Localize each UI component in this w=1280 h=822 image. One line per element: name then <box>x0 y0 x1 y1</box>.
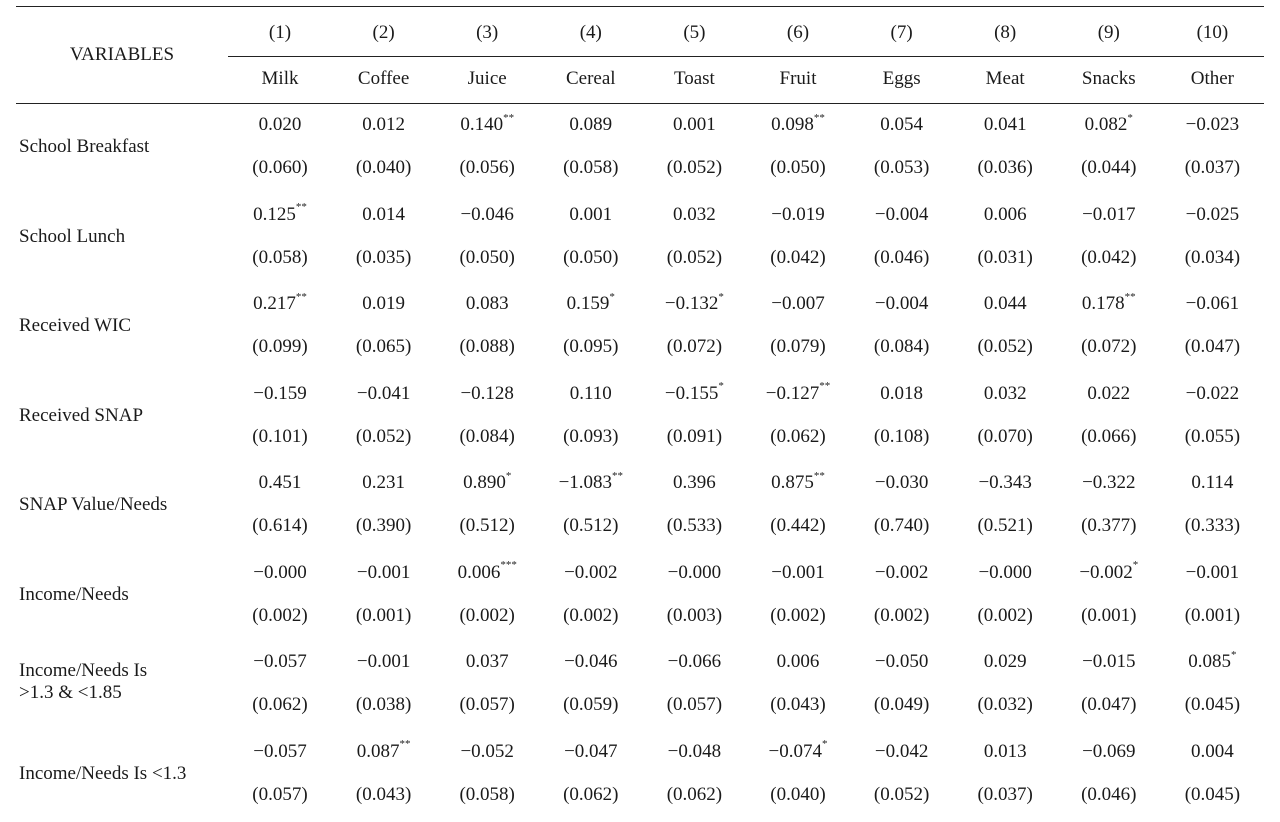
standard-error: (0.333) <box>1184 515 1241 536</box>
standard-error: (0.047) <box>1081 694 1137 715</box>
variable-label: School Breakfast <box>19 136 150 157</box>
coefficient: 0.875** <box>771 469 825 493</box>
coefficient: 0.004 <box>1191 740 1234 762</box>
coefficient: −0.057 <box>253 740 307 762</box>
standard-error: (0.056) <box>459 157 515 178</box>
coefficient: 0.018 <box>880 382 923 404</box>
significance-stars: ** <box>819 380 831 393</box>
standard-error: (0.057) <box>459 694 515 715</box>
column-name: Cereal <box>566 68 616 89</box>
significance-stars: * <box>1127 111 1133 124</box>
standard-error: (0.052) <box>666 157 723 178</box>
coefficient: −0.155* <box>664 380 724 404</box>
coefficient: 0.022 <box>1087 382 1131 404</box>
variable-label: Income/Needs Is >1.3 & <1.85 <box>19 660 148 703</box>
standard-error: (0.058) <box>459 783 515 805</box>
standard-error: (0.043) <box>770 694 826 715</box>
coefficient: 0.020 <box>258 114 302 135</box>
standard-error: (0.065) <box>355 336 412 357</box>
coefficient: −0.132* <box>664 290 724 314</box>
standard-error: (0.044) <box>1081 157 1137 178</box>
coefficient: −0.050 <box>874 651 929 672</box>
column-number: (8) <box>994 22 1017 43</box>
standard-error: (0.062) <box>666 783 723 805</box>
standard-error: (0.740) <box>873 515 930 536</box>
standard-error: (0.079) <box>770 336 826 357</box>
coefficient: −0.022 <box>1185 382 1240 404</box>
standard-error: (0.053) <box>873 157 930 178</box>
significance-stars: ** <box>813 111 825 124</box>
top-rule <box>16 6 1264 7</box>
coefficient: 0.089 <box>569 114 613 135</box>
column-number: (5) <box>683 22 706 43</box>
coefficient: −0.015 <box>1082 651 1136 672</box>
coefficient: 0.890* <box>463 469 512 493</box>
significance-stars: * <box>718 380 724 393</box>
coefficient: −0.001 <box>771 561 825 583</box>
coefficient: 0.032 <box>673 203 716 225</box>
column-name: Juice <box>467 68 507 89</box>
significance-stars: ** <box>1124 290 1136 303</box>
standard-error: (0.070) <box>977 425 1033 447</box>
standard-error: (0.052) <box>977 336 1033 357</box>
coefficient: 0.041 <box>983 114 1027 135</box>
standard-error: (0.060) <box>252 157 308 178</box>
significance-stars: * <box>821 738 828 751</box>
coefficient: 0.087** <box>356 738 411 762</box>
coefficient: 0.019 <box>362 293 405 314</box>
column-name: Milk <box>261 68 299 89</box>
standard-error: (0.049) <box>873 694 930 715</box>
standard-error: (0.377) <box>1081 515 1137 536</box>
coefficient: 0.006 <box>983 203 1027 225</box>
significance-stars: * <box>718 290 724 303</box>
standard-error: (0.002) <box>873 604 930 626</box>
coefficient: 0.083 <box>465 293 509 314</box>
standard-error: (0.031) <box>977 246 1033 268</box>
coefficient: 0.012 <box>362 114 405 135</box>
standard-error: (0.042) <box>1081 246 1137 268</box>
standard-error: (0.084) <box>459 425 515 447</box>
coefficient: 0.085* <box>1188 648 1237 672</box>
coefficient: −0.046 <box>460 203 514 225</box>
coefficient: −0.004 <box>874 203 929 225</box>
standard-error: (0.614) <box>252 515 308 536</box>
standard-error: (0.512) <box>459 515 515 536</box>
coefficient: 0.006 <box>776 651 820 672</box>
coefficient: 0.001 <box>569 203 613 225</box>
standard-error: (0.058) <box>252 246 308 268</box>
coefficient: −0.041 <box>356 382 411 404</box>
column-name: Toast <box>673 68 715 89</box>
standard-error: (0.046) <box>873 246 930 268</box>
variables-header: VARIABLES <box>69 44 175 65</box>
standard-error: (0.390) <box>355 515 412 536</box>
standard-error: (0.045) <box>1184 694 1241 715</box>
column-name: Snacks <box>1081 68 1136 89</box>
coefficient: −0.004 <box>874 293 929 314</box>
coefficient: −0.000 <box>978 561 1032 583</box>
variable-label: Received SNAP <box>19 404 144 426</box>
column-name: Coffee <box>357 68 410 89</box>
standard-error: (0.057) <box>252 783 308 805</box>
standard-error: (0.095) <box>563 336 619 357</box>
significance-stars: * <box>1231 648 1237 661</box>
significance-stars: ** <box>295 290 307 303</box>
column-name: Fruit <box>779 68 817 89</box>
coefficient: 0.114 <box>1191 472 1234 493</box>
coefficient: −0.007 <box>771 293 825 314</box>
column-name: Other <box>1190 68 1235 89</box>
standard-error: (0.088) <box>459 336 515 357</box>
coefficient: 0.044 <box>983 293 1027 314</box>
coefficient: 0.110 <box>569 382 612 404</box>
standard-error: (0.062) <box>770 425 826 447</box>
standard-error: (0.059) <box>563 694 619 715</box>
variable-label: Received WIC <box>19 315 132 336</box>
coefficient: −0.002 <box>874 561 929 583</box>
coefficient: −1.083** <box>558 469 624 493</box>
standard-error: (0.037) <box>1184 157 1241 178</box>
column-number: (10) <box>1196 22 1229 43</box>
standard-error: (0.003) <box>666 604 723 626</box>
coefficient: −0.002* <box>1079 559 1139 583</box>
coefficient: −0.322 <box>1082 472 1136 493</box>
coefficient: −0.061 <box>1185 293 1240 314</box>
coefficient: −0.001 <box>1185 561 1240 583</box>
standard-error: (0.512) <box>563 515 619 536</box>
coefficient: −0.343 <box>978 472 1032 493</box>
standard-error: (0.002) <box>563 604 619 626</box>
standard-error: (0.002) <box>459 604 515 626</box>
coefficient: 0.014 <box>362 203 405 225</box>
coefficient: 0.098** <box>771 111 825 135</box>
coefficient: −0.159 <box>253 382 307 404</box>
coefficient: −0.128 <box>460 382 514 404</box>
standard-error: (0.052) <box>873 783 930 805</box>
standard-error: (0.045) <box>1184 783 1241 805</box>
coefficient: 0.396 <box>673 472 716 493</box>
significance-stars: * <box>505 469 512 482</box>
column-name: Meat <box>985 68 1025 89</box>
standard-error: (0.050) <box>770 157 826 178</box>
standard-error: (0.034) <box>1184 246 1241 268</box>
standard-error: (0.057) <box>666 694 723 715</box>
coefficient: 0.217** <box>253 290 307 314</box>
coefficient: 0.054 <box>880 114 923 135</box>
coefficient: −0.002 <box>564 561 618 583</box>
standard-error: (0.040) <box>355 157 412 178</box>
standard-error: (0.002) <box>977 604 1033 626</box>
standard-error: (0.072) <box>1081 336 1137 357</box>
regression-table <box>16 0 1264 822</box>
coefficient: 0.178** <box>1081 290 1136 314</box>
standard-error: (0.091) <box>666 425 723 447</box>
significance-stars: ** <box>503 111 515 124</box>
standard-error: (0.042) <box>770 246 826 268</box>
header-rule <box>16 103 1264 104</box>
variable-label: Income/Needs <box>19 583 129 605</box>
standard-error: (0.058) <box>563 157 619 178</box>
coefficient: 0.125** <box>253 201 307 225</box>
standard-error: (0.108) <box>873 425 930 447</box>
standard-error: (0.521) <box>977 515 1033 536</box>
standard-error: (0.101) <box>252 425 308 447</box>
standard-error: (0.442) <box>770 515 826 536</box>
coefficient: −0.000 <box>667 561 722 583</box>
coefficient: −0.017 <box>1082 203 1136 225</box>
standard-error: (0.001) <box>1184 604 1241 626</box>
coefficient: −0.052 <box>460 740 514 762</box>
standard-error: (0.037) <box>977 783 1033 805</box>
standard-error: (0.001) <box>355 604 412 626</box>
column-number: (4) <box>579 22 602 43</box>
coefficient: 0.032 <box>983 382 1027 404</box>
significance-stars: ** <box>612 469 624 482</box>
coefficient: 0.029 <box>983 651 1027 672</box>
coefficient: 0.082* <box>1084 111 1133 135</box>
variable-label: Income/Needs Is <1.3 <box>19 762 187 784</box>
column-name: Eggs <box>882 68 921 89</box>
coefficient: 0.140** <box>460 111 515 135</box>
coefficient: −0.000 <box>253 561 307 583</box>
coefficient: −0.042 <box>874 740 929 762</box>
standard-error: (0.001) <box>1081 604 1137 626</box>
standard-error: (0.043) <box>355 783 412 805</box>
standard-error: (0.084) <box>873 336 930 357</box>
significance-stars: * <box>1132 559 1139 572</box>
significance-stars: ** <box>399 738 411 751</box>
standard-error: (0.052) <box>666 246 723 268</box>
variable-label: School Lunch <box>19 225 126 247</box>
standard-error: (0.062) <box>252 694 308 715</box>
standard-error: (0.002) <box>252 604 308 626</box>
column-number: (2) <box>372 22 395 43</box>
standard-error: (0.050) <box>563 246 619 268</box>
significance-stars: *** <box>500 559 517 572</box>
coefficient: −0.046 <box>564 651 618 672</box>
standard-error: (0.055) <box>1184 425 1241 447</box>
coefficient: −0.066 <box>667 651 722 672</box>
coefficient: −0.025 <box>1185 203 1240 225</box>
significance-stars: ** <box>295 201 307 214</box>
coefficient: 0.013 <box>983 740 1027 762</box>
standard-error: (0.533) <box>666 515 723 536</box>
standard-error: (0.099) <box>252 336 308 357</box>
coefficient: −0.127** <box>765 380 831 404</box>
coefficient: 0.231 <box>362 472 405 493</box>
coefficient: −0.030 <box>874 472 929 493</box>
coefficient: −0.047 <box>564 740 618 762</box>
significance-stars: ** <box>813 469 825 482</box>
standard-error: (0.046) <box>1081 783 1137 805</box>
coefficient: −0.023 <box>1185 114 1240 135</box>
standard-error: (0.035) <box>355 246 412 268</box>
coefficient: −0.074* <box>768 738 828 762</box>
coefficient: −0.019 <box>771 203 825 225</box>
coefficient: 0.037 <box>465 651 509 672</box>
standard-error: (0.093) <box>563 425 619 447</box>
coefficient: −0.001 <box>356 651 411 672</box>
standard-error: (0.038) <box>355 694 412 715</box>
coefficient: −0.057 <box>253 651 307 672</box>
significance-stars: * <box>609 290 615 303</box>
coefficient: 0.451 <box>258 472 302 493</box>
standard-error: (0.052) <box>355 425 412 447</box>
standard-error: (0.050) <box>459 246 515 268</box>
column-number: (9) <box>1097 22 1120 43</box>
standard-error: (0.047) <box>1184 336 1241 357</box>
column-number-rule <box>228 56 1264 57</box>
column-number: (6) <box>786 22 810 43</box>
coefficient: 0.001 <box>673 114 716 135</box>
coefficient: −0.069 <box>1082 740 1136 762</box>
variable-label: SNAP Value/Needs <box>19 494 168 515</box>
standard-error: (0.066) <box>1081 425 1137 447</box>
standard-error: (0.062) <box>563 783 619 805</box>
standard-error: (0.072) <box>666 336 723 357</box>
column-number: (7) <box>890 22 913 43</box>
column-number: (3) <box>476 22 499 43</box>
standard-error: (0.002) <box>770 604 826 626</box>
standard-error: (0.032) <box>977 694 1033 715</box>
coefficient: −0.001 <box>356 561 411 583</box>
standard-error: (0.040) <box>770 783 826 805</box>
coefficient: 0.159* <box>566 290 615 314</box>
column-number: (1) <box>268 22 292 43</box>
standard-error: (0.036) <box>977 157 1033 178</box>
coefficient: −0.048 <box>667 740 722 762</box>
coefficient: 0.006*** <box>457 559 517 583</box>
